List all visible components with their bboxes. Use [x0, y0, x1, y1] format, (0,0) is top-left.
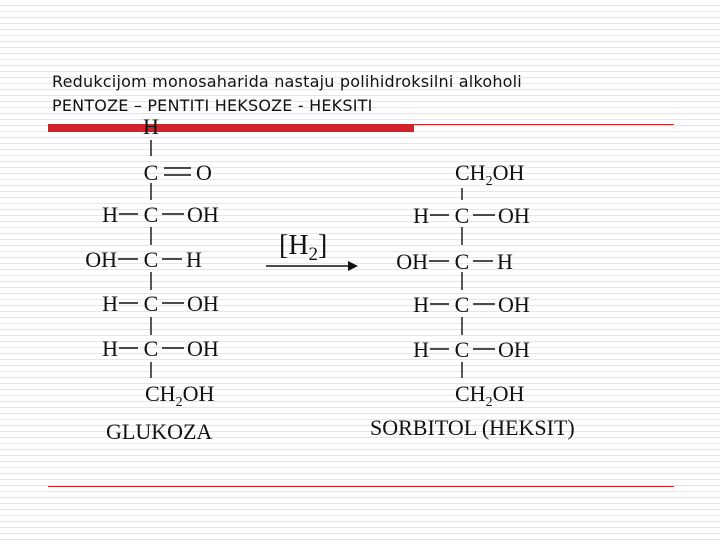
- sorbitol-c6: $CH_2OH$: [455, 381, 525, 410]
- glucose-c3-left: OH: [85, 247, 117, 272]
- glucose-c5: C: [143, 336, 159, 361]
- glucose-c4-right: OH: [187, 291, 219, 316]
- sorbitol-c3: C: [454, 249, 470, 274]
- glucose-c2: C: [143, 202, 159, 227]
- sorbitol-c4: C: [454, 292, 470, 317]
- glucose-h-aldehyde: H: [143, 114, 159, 139]
- sorbitol-c5-left: H: [413, 337, 429, 362]
- glucose-c3: C: [143, 247, 159, 272]
- slide-title-line-1: Redukcijom monosaharida nastaju polihidroksilni alkoholi: [52, 72, 522, 91]
- sorbitol-c2-left: H: [413, 203, 429, 228]
- glucose-c2-right: OH: [187, 202, 219, 227]
- sorbitol-c4-left: H: [413, 292, 429, 317]
- glucose-c2-left: H: [102, 202, 118, 227]
- sorbitol-c5-right: OH: [498, 337, 530, 362]
- sorbitol-name: SORBITOL (HEKSIT): [370, 415, 575, 440]
- glucose-c1: C: [143, 160, 159, 185]
- sorbitol-c2-right: OH: [498, 203, 530, 228]
- reaction-arrow-head: [348, 261, 358, 271]
- glucose-c3-right: H: [186, 247, 202, 272]
- sorbitol-c1: $CH_2OH$: [455, 160, 525, 189]
- sorbitol-c5: C: [454, 337, 470, 362]
- slide-title-line-2: PENTOZE – PENTITI HEKSOZE - HEKSITI: [52, 96, 373, 115]
- reaction-reagent: $[H_2]$: [279, 230, 328, 265]
- glucose-c5-right: OH: [187, 336, 219, 361]
- sorbitol-c4-right: OH: [498, 292, 530, 317]
- glucose-structure: [85, 114, 219, 444]
- sorbitol-c3-left: OH: [396, 249, 428, 274]
- sorbitol-c3-right: H: [497, 249, 513, 274]
- sorbitol-c2: C: [454, 203, 470, 228]
- glucose-c4-left: H: [102, 291, 118, 316]
- sorbitol-structure: [370, 160, 575, 440]
- glucose-name: GLUKOZA: [106, 419, 213, 444]
- glucose-c6: $CH_2OH$: [145, 381, 215, 410]
- glucose-c4: C: [143, 291, 159, 316]
- glucose-o: O: [196, 160, 212, 185]
- glucose-c5-left: H: [102, 336, 118, 361]
